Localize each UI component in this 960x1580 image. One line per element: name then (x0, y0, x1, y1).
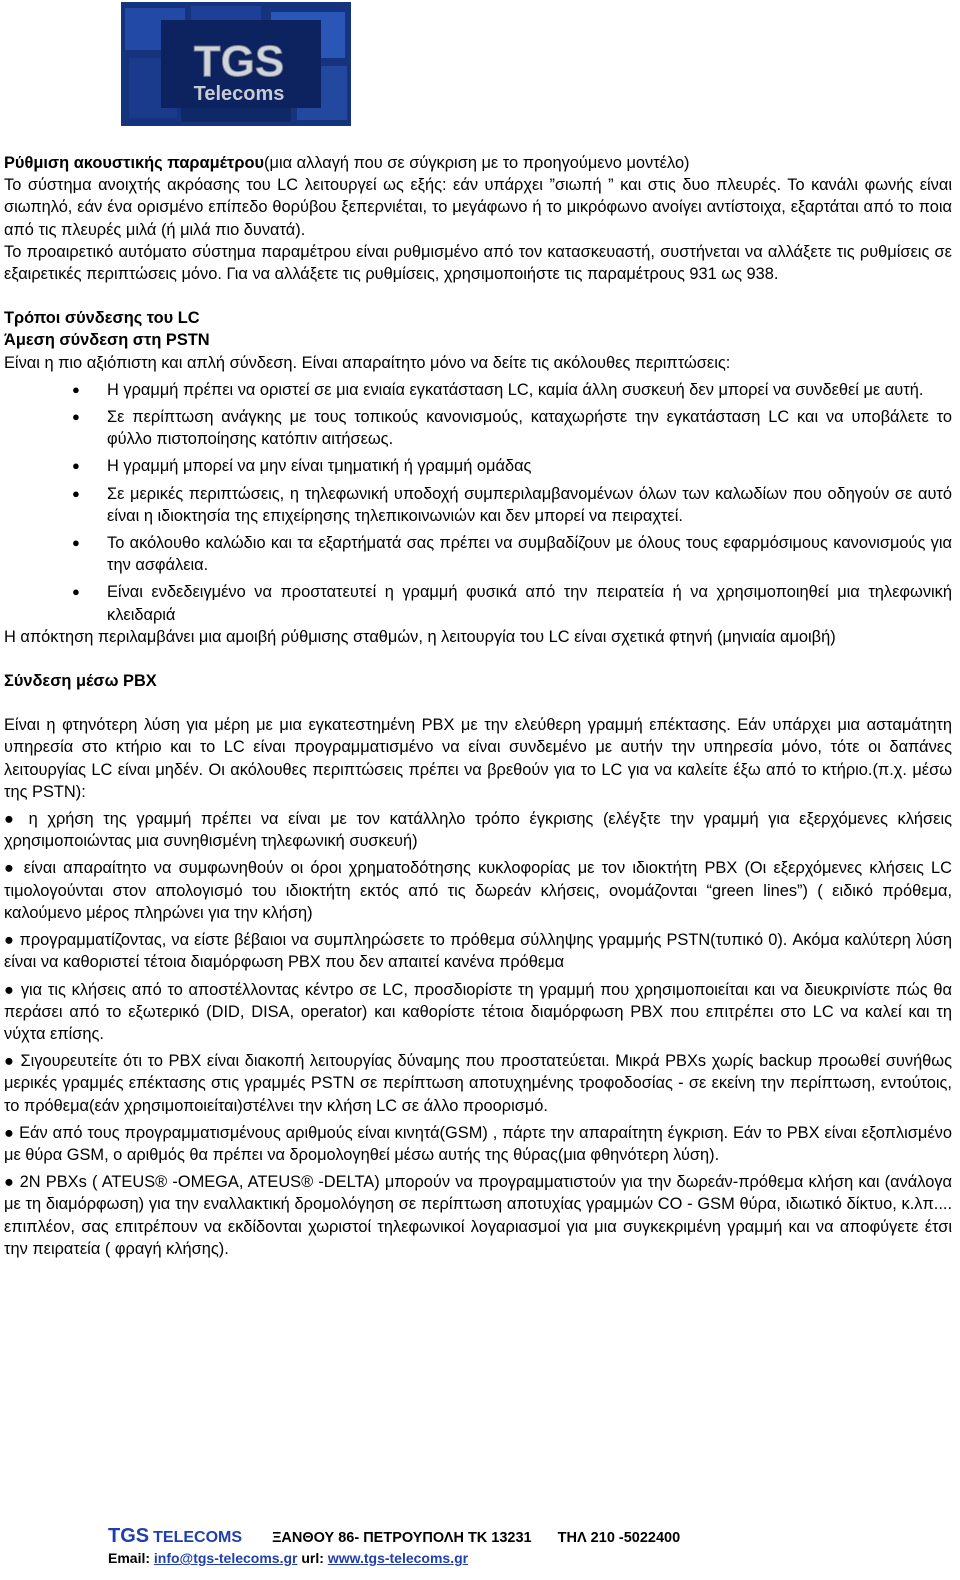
list-item: ● Η γραμμή πρέπει να οριστεί σε μια ενιαία εγκατάσταση LC, καμία άλλη συσκευή δεν μπορεί να συνδεθεί με αυτή. (4, 379, 952, 401)
pbx-item: ● για τις κλήσεις από το αποστέλλοντας κέντρο σε LC, προσδιορίστε τη γραμμή που χρησιμοποιείται και να διευκρινίστε πώς θα περάσει από το εξωτερικό (DID, DISA, operator) και καθορίστε τέτοια διαμόρφωση PBX που επιτρέπει στο LC να καλεί και τη νύχτα επίσης. (4, 980, 952, 1043)
footer-email-link[interactable]: info@tgs-telecoms.gr (153, 1550, 298, 1566)
pstn-intro: Είναι η πιο αξιόπιστη και απλή σύνδεση. Είναι απαραίτητο μόνο να δείτε τις ακόλουθες περιπτώσεις: (4, 353, 731, 372)
connection-title: Τρόποι σύνδεσης του LC (4, 309, 200, 328)
logo-tgs-text: TGS (193, 37, 285, 86)
page-footer (108, 1524, 808, 1567)
acoustic-title: Ρύθμιση ακουστικής παραμέτρου (4, 154, 265, 172)
pbx-item: ● είναι απαραίτητο να συμφωνηθούν οι όροι χρηματοδότησης κυκλοφορίας με τον ιδιοκτήτη PBX (Οι εξερχόμενες κλήσεις LC τιμολογούνται στον απολογισμό του ιδιοκτήτη εκτός από τις δωρεάν κλήσεις, ονομάζονται “green lines”) ( ειδικό πρόθεμα, καλούμενο μέρος πληρώνει για την κλήση) (4, 859, 952, 922)
list-item: ● Η γραμμή μπορεί να μην είναι τμηματική ή γραμμή ομάδας (4, 455, 952, 477)
pbx-item: ● 2N PBXs ( ATEUS® -OMEGA, ATEUS® -DELTA) μπορούν να προγραμματιστούν για την δωρεάν-πρόθεμα κλήση και (ανάλογα με τη διαμόρφωση) για την εναλλακτική δρομολόγηση σε περίπτωση αποτυχίας γραμμών CO - GSM θύρα, ιδιωτικό δίκτυο, κ.λπ.... επιπλέον, σας επιτρέπουν να εκδίδονται χωριστοί τηλεφωνικοί λογαριασμοί για μια συγκεκριμένη γραμμή και να αποφύγετε έτσι την πειρατεία ( φραγή κλήσης). (4, 1173, 952, 1258)
footer-url-label: url: (301, 1550, 324, 1566)
pbx-item: ● προγραμματίζοντας, να είστε βέβαιοι να συμπληρώσετε το πρόθεμα σύλληψης γραμμής PSTN(τυπικό 0). Ακόμα καλύτερη λύση είναι να καθοριστεί τέτοια διαμόρφωση PBX που δεν απαιτεί κανένα πρόθεμα (4, 931, 952, 972)
footer-web-line (108, 1550, 808, 1567)
list-item: ● Είναι ενδεδειγμένο να προστατευτεί η γραμμή φυσικά από την πειρατεία ή να χρησιμοποιηθεί μια τηλεφωνική κλειδαριά (4, 581, 952, 625)
pbx-item: ● η χρήση της γραμμή πρέπει να είναι με τον κατάλληλο τρόπο έγκρισης (ελέγξτε την γραμμή για εξερχόμενες κλήσεις χρησιμοποιώντας μια συνηθισμένη τηλεφωνική συσκευή) (4, 810, 952, 851)
list-item: ● Σε μερικές περιπτώσεις, η τηλεφωνική υποδοχή συμπεριλαμβανομένων όλων των καλωδίων που οδηγούν σε αυτό είναι η ιδιοκτησία της επιχείρησης τηλεπικοινωνιών και δεν μπορεί να πειραχτεί. (4, 483, 952, 527)
pbx-intro: Είναι η φτηνότερη λύση για μέρη με μια εγκατεστημένη PBX με την ελεύθερη γραμμή επέκτασης. Εάν υπάρχει μια ασταμάτητη υπηρεσία στο κτήριο και το LC είναι προγραμματισμένο να είναι συνδεμένο με αυτήν την υπηρεσία μόνο, τότε οι δαπάνες λειτουργίας LC είναι μηδέν. Οι ακόλουθες περιπτώσεις πρέπει να βρεθούν για το LC για να καλείτε έξω από το κτήριο.(π.χ. μέσω της PSTN): (4, 716, 952, 801)
pstn-bullet-list (4, 379, 952, 626)
footer-brand-telecoms: TELECOMS (153, 1529, 243, 1546)
footer-url-link[interactable]: www.tgs-telecoms.gr (327, 1550, 469, 1566)
footer-contact-line (108, 1524, 808, 1550)
acoustic-title-suffix: (μια αλλαγή που σε σύγκριση με το προηγούμενο μοντέλο) (264, 154, 690, 172)
acoustic-heading-line (4, 152, 952, 174)
footer-brand-tgs: TGS (108, 1525, 150, 1547)
footer-address: ΞΑΝΘΟΥ 86- ΠΕΤΡΟΥΠΟΛΗ ΤΚ 13231 (272, 1530, 532, 1546)
pbx-item: ● Σιγουρευτείτε ότι το PBX είναι διακοπή λειτουργίας δύναμης που προστατεύεται. Μικρά PBXs χωρίς backup προωθεί συνήθως μερικές γραμμές επέκτασης στις γραμμές PSTN σε περίπτωση αποτυχημένης τροφοδοσίας - σε εκείνη την περίπτωση, εντούτοις, το πρόθεμα(εάν χρησιμοποιείται)στέλνει την κλήση LC σε άλλο προορισμό. (4, 1052, 952, 1115)
list-item: ● Σε περίπτωση ανάγκης με τους τοπικούς κανονισμούς, καταχωρήστε την εγκατάσταση LC και να υποβάλετε το φύλλο πιστοποίησης κατόπιν αιτήσεως. (4, 406, 952, 450)
logo-telecoms-text: Telecoms (193, 83, 285, 105)
pbx-item: ● Εάν από τους προγραμματισμένους αριθμούς είναι κινητά(GSM) , πάρτε την απαραίτητη έγκριση. Εάν το PBX είναι εξοπλισμένο με θύρα GSM, ο αριθμός θα πρέπει να δρομολογηθεί μέσω αυτής της θύρας(μια φθηνότερη λύση). (4, 1123, 952, 1164)
pstn-title: Άμεση σύνδεση στη PSTN (4, 331, 210, 350)
pstn-outro: Η απόκτηση περιλαμβάνει μια αμοιβή ρύθμισης σταθμών, η λειτουργία του LC είναι σχετικά φτηνή (μηνιαία αμοιβή) (4, 627, 836, 646)
company-logo (121, 2, 351, 126)
list-item: ● Το ακόλουθο καλώδιο και τα εξαρτήματά σας πρέπει να συμβαδίζουν με όλους τους εφαρμόσιμους κανονισμούς για την ασφάλεια. (4, 532, 952, 576)
pbx-title: Σύνδεση μέσω PBX (4, 672, 157, 691)
document-body (4, 152, 952, 1260)
footer-phone: ΤΗΛ 210 -5022400 (557, 1530, 681, 1546)
footer-email-label: Email: (108, 1550, 151, 1566)
tgs-logo-graphic (121, 2, 351, 126)
acoustic-paragraph-2: Το προαιρετικό αυτόματο σύστημα παραμέτρου είναι ρυθμισμένο από τον κατασκευαστή, συστήνεται να αλλάξετε τις ρυθμίσεις σε εξαιρετικές περιπτώσεις μόνο. Για να αλλάξετε τις ρυθμίσεις, χρησιμοποιήστε τις παραμέτρους 931 ως 938. (4, 242, 952, 284)
acoustic-paragraph-1: Το σύστημα ανοιχτής ακρόασης του LC λειτουργεί ως εξής: εάν υπάρχει ”σιωπή ” και στις δυο πλευρές. Το κανάλι φωνής είναι σιωπηλό, εάν ένα ορισμένο επίπεδο θορύβου ξεπερνιέται, το μεγάφωνο ή το μικρόφωνο ανοίγει αντίστοιχα, εξαρτάται από το ποια από τις πλευρές μιλά (ή μιλά πιο δυνατά). (4, 176, 952, 239)
